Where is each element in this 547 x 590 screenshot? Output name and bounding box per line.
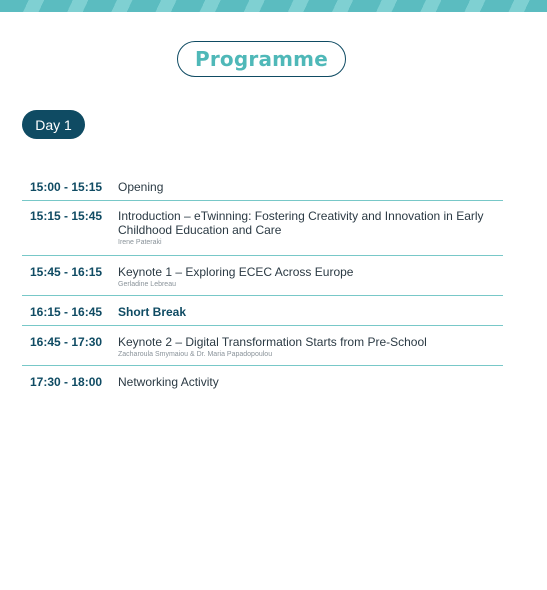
session-time: 17:30 - 18:00	[30, 375, 103, 389]
session-title: Short Break	[118, 305, 187, 319]
schedule-row	[22, 326, 503, 366]
session-speaker: Gerladine Lebreau	[118, 281, 176, 288]
schedule-row	[22, 366, 503, 396]
schedule-row	[22, 172, 503, 201]
session-title: Opening	[118, 180, 164, 194]
session-time: 16:45 - 17:30	[30, 335, 103, 349]
session-info	[118, 180, 503, 200]
session-speaker: Zacharoula Smymaiou & Dr. Maria Papadopoulou	[118, 351, 273, 358]
decorative-header-band	[0, 0, 547, 12]
session-speaker: Irene Pateraki	[118, 239, 162, 246]
schedule-row	[22, 256, 503, 296]
day-badge	[22, 110, 85, 139]
page-title-badge	[177, 41, 346, 77]
session-info	[118, 375, 503, 396]
session-title: Introduction – eTwinning: Fostering Creativity and Innovation in Early Childhood Education and Care	[118, 209, 484, 237]
session-title: Networking Activity	[118, 375, 219, 389]
session-time: 16:15 - 16:45	[30, 305, 103, 319]
session-title: Keynote 2 – Digital Transformation Starts from Pre-School	[118, 335, 427, 349]
schedule-row	[22, 296, 503, 326]
session-info	[118, 305, 503, 325]
schedule-list	[22, 172, 503, 396]
session-time: 15:00 - 15:15	[30, 180, 103, 194]
session-info	[118, 209, 503, 255]
session-info	[118, 335, 503, 365]
session-time: 15:45 - 16:15	[30, 265, 103, 279]
session-info	[118, 265, 503, 295]
page-title: Programme	[195, 47, 328, 71]
session-title: Keynote 1 – Exploring ECEC Across Europe	[118, 265, 354, 279]
day-label: Day 1	[35, 116, 72, 133]
schedule-row	[22, 201, 503, 256]
session-time: 15:15 - 15:45	[30, 209, 103, 223]
